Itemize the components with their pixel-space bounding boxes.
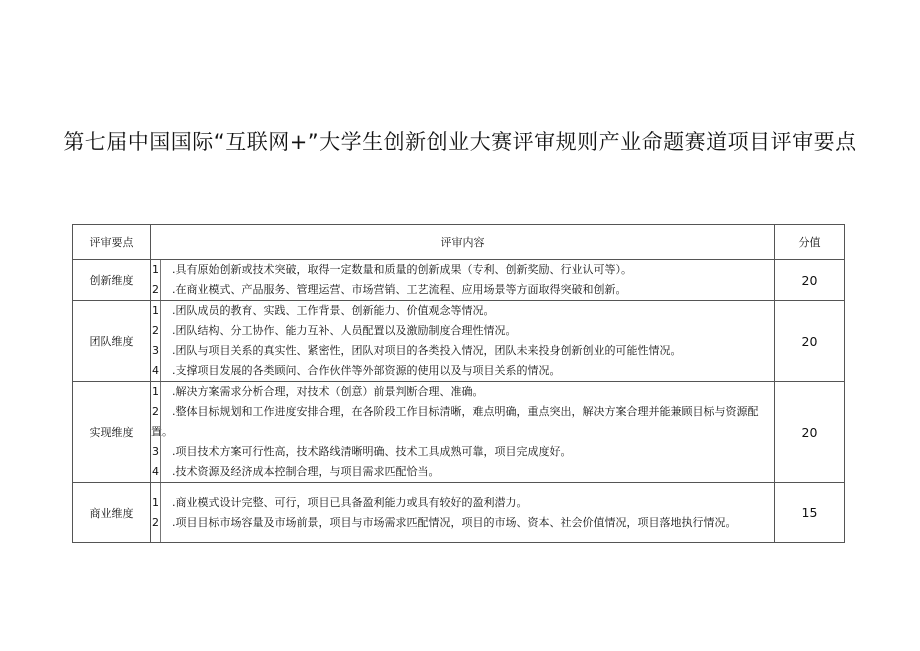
item-text: .在商业模式、产品服务、管理运营、市场营销、工艺流程、应用场景等方面取得突破和创新。 — [172, 283, 627, 296]
criterion-item — [151, 513, 774, 533]
item-text: .解决方案需求分析合理，对技术（创意）前景判断合理、准确。 — [172, 385, 484, 398]
item-text: .支撑项目发展的各类顾问、合作伙伴等外部资源的使用以及与项目关系的情况。 — [172, 364, 561, 377]
score-value: 20 — [775, 260, 845, 301]
item-number: 2 — [152, 405, 159, 418]
content-cell — [151, 382, 775, 483]
criterion-item — [151, 280, 774, 300]
item-number: 1 — [152, 304, 159, 317]
item-number: 1 — [152, 385, 159, 398]
content-cell — [151, 260, 775, 301]
header-content: 评审内容 — [151, 225, 775, 260]
item-number: 2 — [152, 515, 159, 529]
item-number: 1 — [152, 495, 159, 509]
item-text: .整体目标规划和工作进度安排合理，在各阶段工作目标清晰，难点明确，重点突出，解决方案合理并能兼顾目标与资源配置。 — [151, 405, 759, 438]
criterion-item — [151, 361, 774, 381]
dimension-label: 团队维度 — [73, 301, 151, 382]
item-text: .团队与项目关系的真实性、紧密性，团队对项目的各类投入情况，团队未来投身创新创业的可能性情况。 — [172, 344, 682, 357]
score-value: 20 — [775, 382, 845, 483]
item-number: 2 — [152, 283, 159, 296]
item-text: .团队成员的教育、实践、工作背景、创新能力、价值观念等情况。 — [172, 304, 495, 317]
dimension-label: 商业维度 — [73, 483, 151, 543]
item-number: 3 — [152, 445, 159, 458]
criterion-item — [151, 341, 774, 361]
item-text: .团队结构、分工协作、能力互补、人员配置以及激励制度合理性情况。 — [172, 324, 517, 337]
content-cell — [151, 483, 775, 543]
criteria-table — [72, 224, 845, 543]
criterion-item — [151, 382, 774, 402]
criterion-item — [151, 442, 774, 462]
content-cell — [151, 301, 775, 382]
item-number: 3 — [152, 344, 159, 357]
criterion-item — [151, 493, 774, 513]
dimension-label: 实现维度 — [73, 382, 151, 483]
table-row — [73, 382, 845, 483]
item-number: 4 — [152, 465, 159, 478]
score-value: 15 — [775, 483, 845, 543]
table-row — [73, 301, 845, 382]
score-value: 20 — [775, 301, 845, 382]
item-text: .技术资源及经济成本控制合理，与项目需求匹配恰当。 — [172, 465, 440, 478]
header-dimension: 评审要点 — [73, 225, 151, 260]
item-number: 1 — [152, 263, 159, 276]
criterion-item — [151, 260, 774, 280]
item-text: .项目目标市场容量及市场前景，项目与市场需求匹配情况，项目的市场、资本、社会价值情况，项目落地执行情况。 — [172, 515, 737, 529]
item-text: .商业模式设计完整、可行，项目已具备盈利能力或具有较好的盈利潜力。 — [172, 495, 528, 509]
item-text: .具有原始创新或技术突破，取得一定数量和质量的创新成果（专利、创新奖励、行业认可等）。 — [172, 263, 632, 276]
table-row — [73, 260, 845, 301]
criterion-item — [151, 301, 774, 321]
criterion-item — [151, 321, 774, 341]
table-row — [73, 483, 845, 543]
page-title: 第七届中国国际“互联网+”大学生创新创业大赛评审规则产业命题赛道项目评审要点 — [63, 130, 857, 154]
criterion-item — [151, 462, 774, 482]
table-header-row — [73, 225, 845, 260]
item-text: .项目技术方案可行性高，技术路线清晰明确、技术工具成熟可靠，项目完成度好。 — [172, 445, 572, 458]
header-score: 分值 — [775, 225, 845, 260]
item-number: 2 — [152, 324, 159, 337]
dimension-label: 创新维度 — [73, 260, 151, 301]
item-number: 4 — [152, 364, 159, 377]
criterion-item — [151, 402, 774, 442]
